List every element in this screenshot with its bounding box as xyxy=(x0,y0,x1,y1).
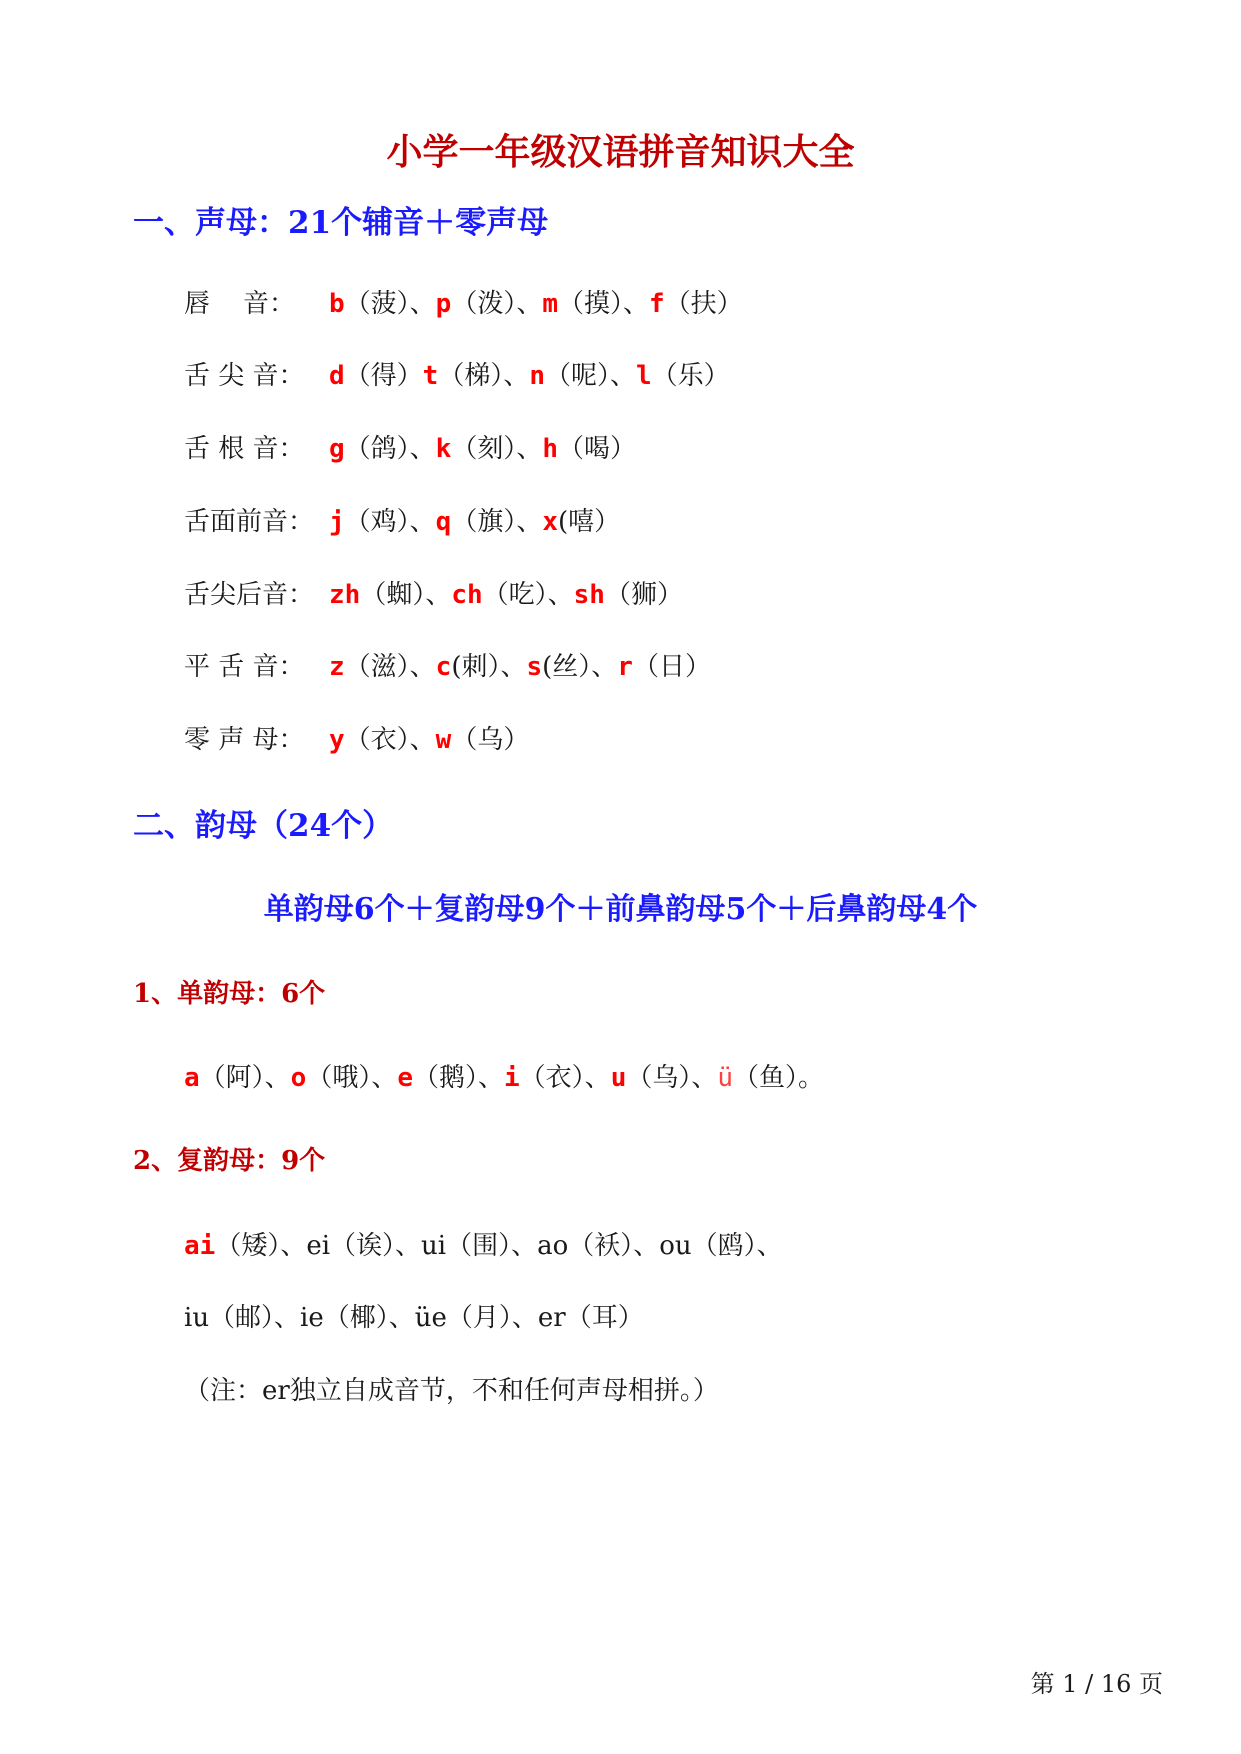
pinyin-letter: q xyxy=(435,507,452,537)
initials-row xyxy=(184,719,529,756)
example-char: （日） xyxy=(632,652,711,682)
compound-finals-rest: （矮）、ei（诶）、ui（围）、ao（袄）、ou（鸥）、 xyxy=(215,1231,783,1261)
page-title: 小学一年级汉语拼音知识大全 xyxy=(386,131,855,173)
example-char: （蜘）、 xyxy=(360,580,452,610)
section1-heading: 一、声母：21个辅音＋零声母 xyxy=(133,205,549,241)
example-char: （滋）、 xyxy=(344,652,436,682)
pinyin-letter: n xyxy=(529,361,545,391)
section2-heading: 二、韵母（24个） xyxy=(133,808,394,844)
pinyin-letter: j xyxy=(329,507,345,537)
pinyin-letter: t xyxy=(422,361,439,391)
example-char: （泼）、 xyxy=(451,289,543,319)
pinyin-letter: k xyxy=(435,434,452,464)
pinyin-final: i xyxy=(504,1063,520,1093)
initials-row xyxy=(184,428,636,465)
pinyin-letter: h xyxy=(542,434,558,464)
initials-row-label: 平 舌 音： xyxy=(184,652,305,682)
single-finals-line xyxy=(184,1057,824,1094)
example-char: （旗）、 xyxy=(451,507,543,537)
example-char: （鹅）、 xyxy=(413,1063,505,1093)
example-char: （鸽）、 xyxy=(344,434,436,464)
pinyin-letter: g xyxy=(329,434,345,464)
initials-row-label: 舌 尖 音： xyxy=(184,361,305,391)
example-char: （呢）、 xyxy=(545,361,637,391)
pinyin-letter: ch xyxy=(451,580,483,610)
compound-finals-line-1 xyxy=(184,1225,783,1262)
example-char: （哦）、 xyxy=(306,1063,398,1093)
initials-row-label: 舌尖后音： xyxy=(184,580,315,610)
example-char: (刺）、 xyxy=(451,652,527,682)
example-char: （乌） xyxy=(451,725,530,755)
example-char: （鱼）。 xyxy=(733,1063,825,1093)
pinyin-final: u xyxy=(610,1063,627,1093)
pinyin-letter: zh xyxy=(329,580,361,610)
pinyin-final: ü xyxy=(717,1063,734,1093)
initials-row-label: 零 声 母： xyxy=(184,725,305,755)
pinyin-letter: sh xyxy=(573,580,605,610)
example-char: （吃）、 xyxy=(482,580,574,610)
part1-heading: 1、单韵母：6个 xyxy=(133,979,326,1009)
initials-row xyxy=(184,355,730,392)
example-char: （乌）、 xyxy=(626,1063,718,1093)
initials-row xyxy=(184,646,711,683)
example-char: (嘻） xyxy=(558,507,621,537)
initials-row-label: 舌面前音： xyxy=(184,507,315,537)
note: （注：er独立自成音节，不和任何声母相拼。） xyxy=(184,1376,719,1406)
example-char: （衣）、 xyxy=(344,725,436,755)
example-char: （菠）、 xyxy=(344,289,436,319)
example-char: （刻）、 xyxy=(451,434,543,464)
pinyin-letter: r xyxy=(617,652,633,682)
page-number: 第 1 / 16 页 xyxy=(1030,1670,1163,1698)
initials-row xyxy=(184,574,683,611)
initials-row-label: 唇 音： xyxy=(184,289,296,319)
pinyin-letter: p xyxy=(435,289,452,319)
compound-finals-line-2: iu（邮）、ie（椰）、üe（月）、er（耳） xyxy=(184,1303,644,1333)
pinyin-final: a xyxy=(184,1063,200,1093)
pinyin-final: e xyxy=(397,1063,413,1093)
example-char: （鸡）、 xyxy=(344,507,436,537)
initials-row xyxy=(184,283,743,320)
pinyin-letter: w xyxy=(435,725,452,755)
example-char: （阿）、 xyxy=(199,1063,291,1093)
initials-row-label: 舌 根 音： xyxy=(184,434,305,464)
pinyin-letter: s xyxy=(526,652,543,682)
example-char: （扶） xyxy=(664,289,743,319)
part2-heading: 2、复韵母：9个 xyxy=(133,1146,326,1176)
pinyin-letter: f xyxy=(649,289,665,319)
pinyin-letter: y xyxy=(329,725,345,755)
pinyin-letter: x xyxy=(542,507,558,537)
pinyin-letter: d xyxy=(329,361,345,391)
example-char: (丝）、 xyxy=(542,652,618,682)
example-char: （乐） xyxy=(651,361,730,391)
pinyin-letter: c xyxy=(435,652,452,682)
section2-subheading: 单韵母6个＋复韵母9个＋前鼻韵母5个＋后鼻韵母4个 xyxy=(263,892,978,927)
example-char: （狮） xyxy=(604,580,683,610)
pinyin-final: o xyxy=(290,1063,307,1093)
example-char: （梯）、 xyxy=(438,361,530,391)
pinyin-letter: b xyxy=(329,289,345,319)
example-char: （衣）、 xyxy=(519,1063,611,1093)
ai-final: ai xyxy=(184,1231,216,1261)
initials-row xyxy=(184,501,620,538)
pinyin-letter: m xyxy=(542,289,558,319)
example-char: （得） xyxy=(344,361,423,391)
example-char: （摸）、 xyxy=(558,289,650,319)
pinyin-letter: z xyxy=(329,652,345,682)
example-char: （喝） xyxy=(558,434,637,464)
pinyin-letter: l xyxy=(636,361,652,391)
